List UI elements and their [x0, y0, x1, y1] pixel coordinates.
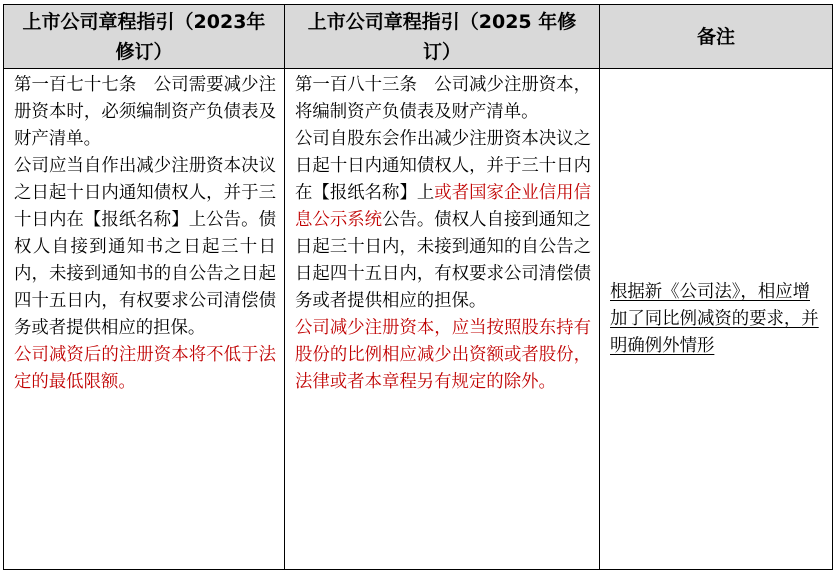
- article-2025-para-2-start: 公司自股东会作出减少注册资本决议之日起十日内通知债权人，并于三十日内在【报纸名称】上: [295, 129, 591, 203]
- comparison-table: [3, 4, 833, 570]
- cell-note: [600, 69, 833, 570]
- header-note: 备注: [600, 5, 833, 69]
- article-2023-para-3-removed: 公司减资后的注册资本将不低于法定的最低限额。: [14, 345, 276, 392]
- article-2023-para-1: 第一百七十七条 公司需要减少注册资本时，必须编制资产负债表及财产清单。: [14, 75, 276, 149]
- article-2023-para-2: 公司应当自作出减少注册资本决议之日起十日内通知债权人，并于三十日内在【报纸名称】上公告。债权人自接到通知书之日起三十日内，未接到通知书的自公告之日起四十五日内，有权要求公司清偿债务或者提供相应的担保。: [14, 156, 276, 338]
- article-2025-para-1: 第一百八十三条 公司减少注册资本，将编制资产负债表及财产清单。: [295, 75, 591, 122]
- article-2025-para-2-end: 公告。债权人自接到通知之日起三十日内，未接到通知的自公告之日起四十五日内，有权要求公司清偿债务或者提供相应的担保。: [295, 210, 591, 311]
- article-2025-para-2-added: 或者国家企业信用信息公示系统: [295, 183, 591, 230]
- cell-2023: [4, 69, 285, 570]
- article-2025-para-3-added: 公司减少注册资本，应当按照股东持有股份的比例相应减少出资额或者股份，法律或者本章程另有规定的除外。: [295, 318, 591, 392]
- article-2025-para-2: [295, 126, 591, 315]
- header-2023: 上市公司章程指引（2023年修订）: [4, 5, 285, 69]
- note-text: 根据新《公司法》，相应增加了同比例减资的要求，并明确例外情形: [610, 281, 819, 356]
- header-2025: 上市公司章程指引（2025 年修订）: [285, 5, 600, 69]
- cell-2025: [285, 69, 600, 570]
- header-row: [4, 5, 833, 69]
- table-row: [4, 69, 833, 570]
